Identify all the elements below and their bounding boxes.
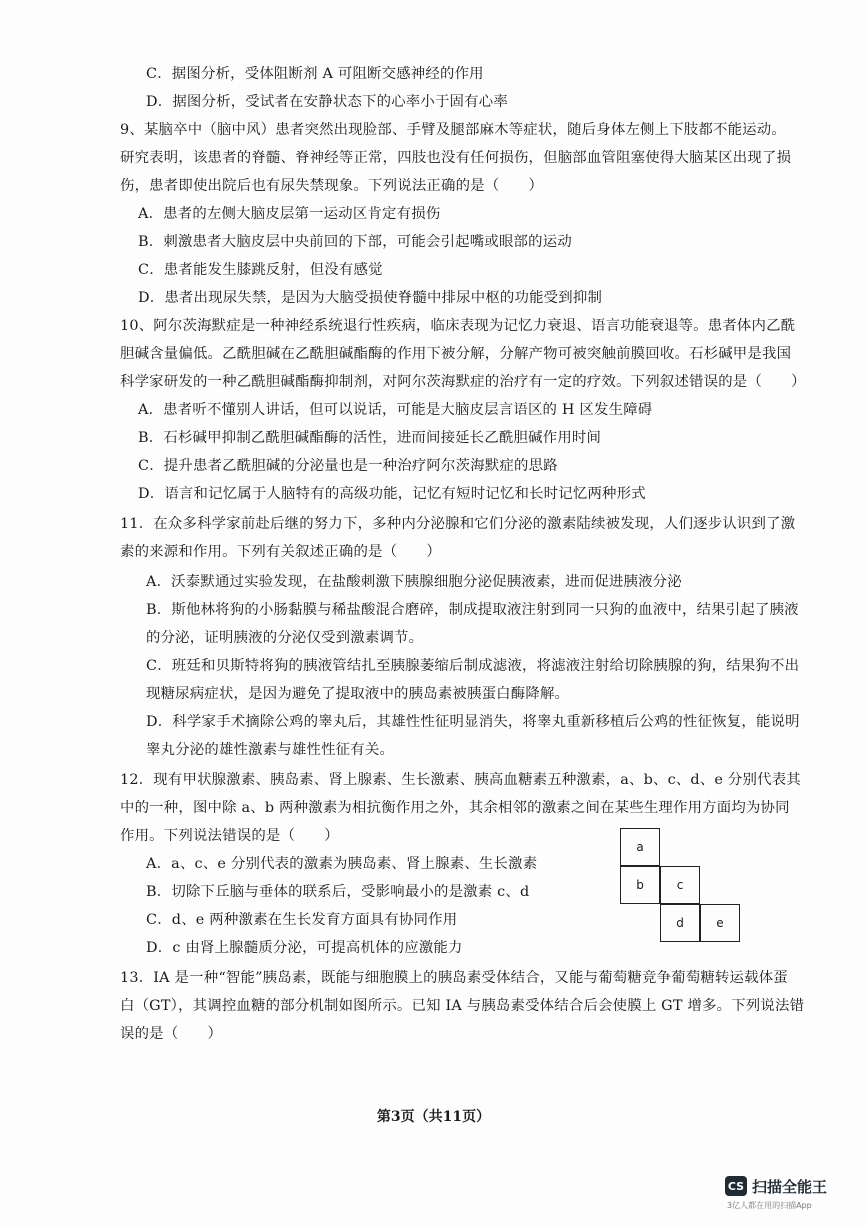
q13-stem-3: 误的是（ ） bbox=[120, 1026, 223, 1042]
q11-option-d-1: D．科学家手术摘除公鸡的睾丸后，其雄性性征明显消失，将睾丸重新移植后公鸡的性征恢复，能说明 bbox=[146, 714, 800, 730]
q8-option-c: C．据图分析，受体阻断剂 A 可阻断交感神经的作用 bbox=[146, 66, 484, 82]
q10-stem-2: 胆碱含量偏低。乙酰胆碱在乙酰胆碱酯酶的作用下被分解，分解产物可被突触前膜回收。石杉碱甲是我国 bbox=[120, 346, 792, 362]
q12-stem-1: 12．现有甲状腺激素、胰岛素、肾上腺素、生长激素、胰高血糖素五种激素，a、b、c、d、e 分别代表其 bbox=[120, 772, 801, 788]
q11-option-c-2: 现糖尿病症状，是因为避免了提取液中的胰岛素被胰蛋白酶降解。 bbox=[146, 686, 570, 702]
q11-option-b-2: 的分泌，证明胰液的分泌仅受到激素调节。 bbox=[146, 630, 424, 646]
q12-option-b: B．切除下丘脑与垂体的联系后，受影响最小的是激素 c、d bbox=[146, 884, 530, 900]
grid-cell-b: b bbox=[620, 866, 660, 904]
grid-cell-e: e bbox=[700, 904, 740, 942]
q9-stem-1: 9、某脑卒中（脑中风）患者突然出现脸部、手臂及腿部麻木等症状，随后身体左侧上下肢都不能运动。 bbox=[120, 122, 786, 138]
scanner-logo-icon: CS bbox=[725, 1176, 747, 1196]
q13-stem-2: 白（GT），其调控血糖的部分机制如图所示。已知 IA 与胰岛素受体结合后会使膜上 GT 增多。下列说法错 bbox=[120, 998, 805, 1014]
scanner-app-name: 扫描全能王 bbox=[752, 1178, 828, 1196]
grid-cell-d: d bbox=[660, 904, 700, 942]
q11-stem-2: 素的来源和作用。下列有关叙述正确的是（ ） bbox=[120, 544, 441, 560]
q9-option-c: C．患者能发生膝跳反射，但没有感觉 bbox=[138, 262, 383, 278]
q10-option-a: A．患者听不懂别人讲话，但可以说话，可能是大脑皮层言语区的 H 区发生障碍 bbox=[138, 402, 653, 418]
q10-option-c: C．提升患者乙酰胆碱的分泌量也是一种治疗阿尔茨海默症的思路 bbox=[138, 458, 558, 474]
q12-option-d: D．c 由肾上腺髓质分泌，可提高机体的应激能力 bbox=[146, 940, 463, 956]
scanner-watermark bbox=[725, 1174, 849, 1214]
q13-stem-1: 13．IA 是一种“智能”胰岛素，既能与细胞膜上的胰岛素受体结合，又能与葡萄糖竞争葡萄糖转运载体蛋 bbox=[120, 970, 788, 986]
hormone-grid-diagram bbox=[620, 828, 744, 946]
q12-stem-2: 中的一种，图中除 a、b 两种激素为相抗衡作用之外，其余相邻的激素之间在某些生理作用方面均为协同 bbox=[120, 800, 790, 816]
q9-stem-3: 伤，患者即使出院后也有尿失禁现象。下列说法正确的是（ ） bbox=[120, 178, 544, 194]
q11-option-b-1: B．斯他林将狗的小肠黏膜与稀盐酸混合磨碎，制成提取液注射到同一只狗的血液中，结果引起了胰液 bbox=[146, 602, 799, 618]
q10-stem-3: 科学家研发的一种乙酰胆碱酯酶抑制剂，对阿尔茨海默症的治疗有一定的疗效。下列叙述错误的是（ ） bbox=[120, 374, 806, 390]
q11-option-d-2: 睾丸分泌的雄性激素与雄性性征有关。 bbox=[146, 742, 395, 758]
q10-option-d: D．语言和记忆属于人脑特有的高级功能，记忆有短时记忆和长时记忆两种形式 bbox=[138, 486, 646, 502]
q12-option-c: C．d、e 两种激素在生长发育方面具有协同作用 bbox=[146, 912, 458, 928]
page-number: 第3页（共11页） bbox=[376, 1109, 491, 1125]
q10-stem-1: 10、阿尔茨海默症是一种神经系统退行性疾病，临床表现为记忆力衰退、语言功能衰退等。患者体内乙酰 bbox=[120, 318, 796, 334]
q9-stem-2: 研究表明，该患者的脊髓、脊神经等正常，四肢也没有任何损伤，但脑部血管阻塞使得大脑某区出现了损 bbox=[120, 150, 792, 166]
q10-option-b: B．石杉碱甲抑制乙酰胆碱酯酶的活性，进而间接延长乙酰胆碱作用时间 bbox=[138, 430, 602, 446]
q9-option-d: D．患者出现尿失禁，是因为大脑受损使脊髓中排尿中枢的功能受到抑制 bbox=[138, 290, 603, 306]
grid-cell-c: c bbox=[660, 866, 700, 904]
q11-option-c-1: C．班廷和贝斯特将狗的胰液管结扎至胰腺萎缩后制成滤液，将滤液注射给切除胰腺的狗，结果狗不出 bbox=[146, 658, 800, 674]
q9-option-a: A．患者的左侧大脑皮层第一运动区肯定有损伤 bbox=[138, 206, 441, 222]
q12-stem-3: 作用。下列说法错误的是（ ） bbox=[120, 828, 339, 844]
q12-option-a: A．a、c、e 分别代表的激素为胰岛素、肾上腺素、生长激素 bbox=[146, 856, 538, 872]
q9-option-b: B．刺激患者大脑皮层中央前回的下部，可能会引起嘴或眼部的运动 bbox=[138, 234, 572, 250]
grid-cell-a: a bbox=[620, 828, 660, 866]
scanner-slogan: 3亿人都在用的扫描App bbox=[727, 1201, 812, 1210]
q11-stem-1: 11．在众多科学家前赴后继的努力下，多种内分泌腺和它们分泌的激素陆续被发现，人们逐步认识到了激 bbox=[120, 516, 796, 532]
q11-option-a: A．沃泰默通过实验发现，在盐酸刺激下胰腺细胞分泌促胰液素，进而促进胰液分泌 bbox=[146, 574, 682, 590]
q8-option-d: D．据图分析，受试者在安静状态下的心率小于固有心率 bbox=[146, 94, 508, 110]
